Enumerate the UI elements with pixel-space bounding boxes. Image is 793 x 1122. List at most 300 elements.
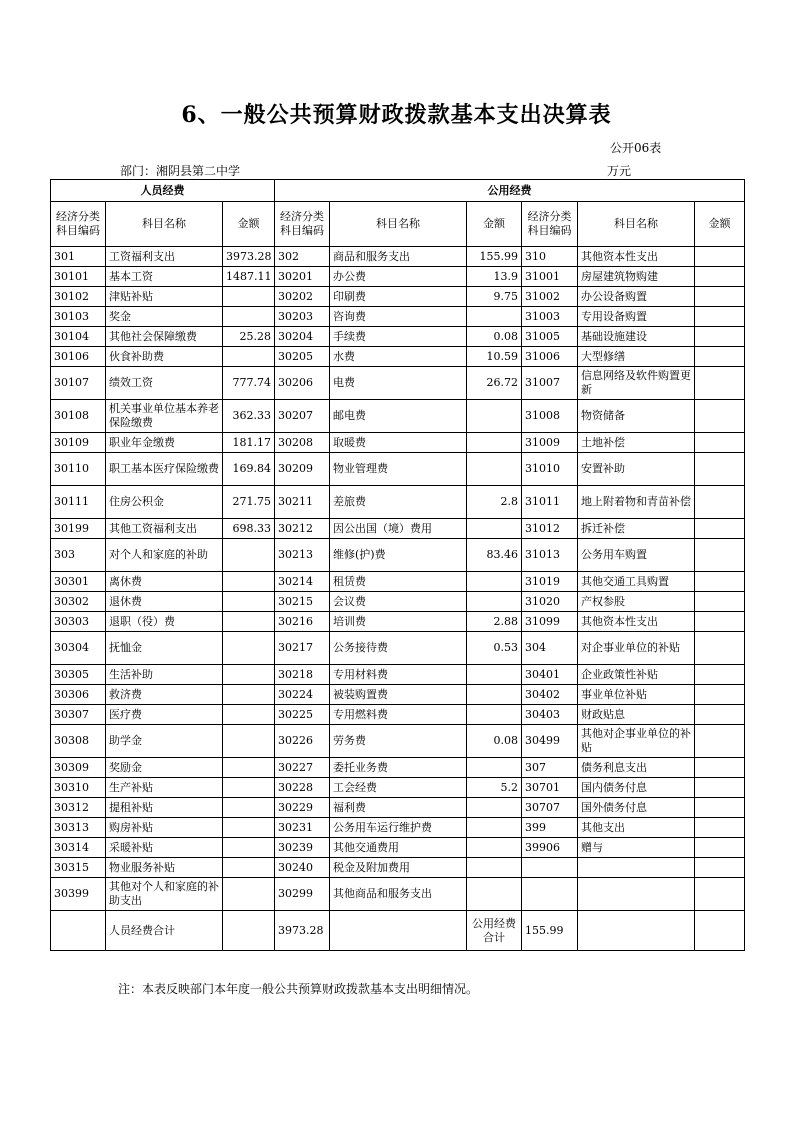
table-row xyxy=(51,632,745,665)
cell-name: 职业年金缴费 xyxy=(106,433,223,453)
col-code-header: 经济分类科目编码 xyxy=(51,202,106,247)
cell-name: 工资福利支出 xyxy=(106,247,223,267)
cell-name: 咨询费 xyxy=(330,307,467,327)
cell-name: 事业单位补贴 xyxy=(578,685,695,705)
cell-name: 公务用车运行维护费 xyxy=(330,818,467,838)
cell-amount xyxy=(467,858,522,878)
cell-amount xyxy=(695,287,745,307)
cell-code: 30231 xyxy=(275,818,330,838)
cell-amount: 0.08 xyxy=(467,327,522,347)
cell-empty xyxy=(578,911,695,951)
cell-name: 被装购置费 xyxy=(330,685,467,705)
cell-name: 专用燃料费 xyxy=(330,705,467,725)
cell-code: 30203 xyxy=(275,307,330,327)
cell-amount: 1487.11 xyxy=(223,267,275,287)
cell-amount xyxy=(467,758,522,778)
cell-name: 其他商品和服务支出 xyxy=(330,878,467,911)
cell-amount xyxy=(467,400,522,433)
table-row xyxy=(51,307,745,327)
table-row xyxy=(51,400,745,433)
personnel-total-label: 人员经费合计 xyxy=(106,911,223,951)
cell-amount xyxy=(467,818,522,838)
cell-code: 30309 xyxy=(51,758,106,778)
cell-amount xyxy=(467,453,522,486)
cell-code: 304 xyxy=(522,632,578,665)
table-row xyxy=(51,612,745,632)
cell-name: 公务用车购置 xyxy=(578,539,695,572)
cell-amount xyxy=(695,758,745,778)
cell-name: 公务接待费 xyxy=(330,632,467,665)
table-row xyxy=(51,685,745,705)
table-row xyxy=(51,878,745,911)
cell-name xyxy=(578,878,695,911)
cell-code: 31009 xyxy=(522,433,578,453)
cell-code: 30403 xyxy=(522,705,578,725)
personnel-total-value: 3973.28 xyxy=(275,911,330,951)
cell-code: 30226 xyxy=(275,725,330,758)
cell-amount xyxy=(695,519,745,539)
cell-code: 30302 xyxy=(51,592,106,612)
cell-code: 30224 xyxy=(275,685,330,705)
cell-name: 奖金 xyxy=(106,307,223,327)
cell-name: 绩效工资 xyxy=(106,367,223,400)
cell-code: 30499 xyxy=(522,725,578,758)
cell-code: 30401 xyxy=(522,665,578,685)
cell-amount: 83.46 xyxy=(467,539,522,572)
cell-name: 购房补贴 xyxy=(106,818,223,838)
cell-name: 基础设施建设 xyxy=(578,327,695,347)
cell-amount xyxy=(223,798,275,818)
table-row xyxy=(51,758,745,778)
cell-name: 差旅费 xyxy=(330,486,467,519)
cell-empty xyxy=(695,911,745,951)
cell-code: 30310 xyxy=(51,778,106,798)
cell-name: 产权参股 xyxy=(578,592,695,612)
cell-amount: 5.2 xyxy=(467,778,522,798)
cell-amount: 13.9 xyxy=(467,267,522,287)
cell-code: 30240 xyxy=(275,858,330,878)
cell-name: 地上附着物和青苗补偿 xyxy=(578,486,695,519)
table-row xyxy=(51,778,745,798)
public-total-value: 155.99 xyxy=(522,911,578,951)
page-title: 6、一般公共预算财政拨款基本支出决算表 xyxy=(181,102,612,128)
cell-code: 303 xyxy=(51,539,106,572)
cell-name: 水费 xyxy=(330,347,467,367)
cell-code: 30214 xyxy=(275,572,330,592)
cell-name: 物业服务补贴 xyxy=(106,858,223,878)
cell-code: 30399 xyxy=(51,878,106,911)
totals-row xyxy=(51,911,745,951)
cell-name: 专用设备购置 xyxy=(578,307,695,327)
col-name-header: 科目名称 xyxy=(578,202,695,247)
cell-amount xyxy=(223,758,275,778)
cell-name: 国内债务付息 xyxy=(578,778,695,798)
cell-amount xyxy=(223,665,275,685)
cell-code: 31002 xyxy=(522,287,578,307)
public-total-label: 公用经费合计 xyxy=(467,911,522,951)
cell-name: 办公费 xyxy=(330,267,467,287)
cell-amount xyxy=(695,725,745,758)
cell-name: 安置补助 xyxy=(578,453,695,486)
col-amount-header: 金额 xyxy=(223,202,275,247)
cell-name: 邮电费 xyxy=(330,400,467,433)
cell-code: 30301 xyxy=(51,572,106,592)
table-row xyxy=(51,798,745,818)
cell-name: 其他对企事业单位的补贴 xyxy=(578,725,695,758)
cell-name: 物业管理费 xyxy=(330,453,467,486)
cell-name: 住房公积金 xyxy=(106,486,223,519)
cell-name: 劳务费 xyxy=(330,725,467,758)
cell-name: 基本工资 xyxy=(106,267,223,287)
table-row xyxy=(51,247,745,267)
cell-amount xyxy=(695,400,745,433)
cell-name: 手续费 xyxy=(330,327,467,347)
cell-name: 其他社会保障缴费 xyxy=(106,327,223,347)
cell-name: 其他交通费用 xyxy=(330,838,467,858)
cell-code: 30229 xyxy=(275,798,330,818)
cell-name: 其他支出 xyxy=(578,818,695,838)
cell-code: 30218 xyxy=(275,665,330,685)
cell-amount: 698.33 xyxy=(223,519,275,539)
cell-code: 30109 xyxy=(51,433,106,453)
cell-code: 30307 xyxy=(51,705,106,725)
cell-amount: 777.74 xyxy=(223,367,275,400)
cell-name: 赠与 xyxy=(578,838,695,858)
cell-code: 31012 xyxy=(522,519,578,539)
cell-code: 30207 xyxy=(275,400,330,433)
cell-code: 30216 xyxy=(275,612,330,632)
cell-amount xyxy=(467,572,522,592)
cell-name: 租赁费 xyxy=(330,572,467,592)
cell-code: 30217 xyxy=(275,632,330,665)
cell-code: 307 xyxy=(522,758,578,778)
cell-name: 电费 xyxy=(330,367,467,400)
cell-code: 30104 xyxy=(51,327,106,347)
cell-code: 30111 xyxy=(51,486,106,519)
cell-code: 39906 xyxy=(522,838,578,858)
cell-name: 委托业务费 xyxy=(330,758,467,778)
cell-empty xyxy=(330,911,467,951)
cell-name: 取暖费 xyxy=(330,433,467,453)
cell-amount xyxy=(223,572,275,592)
cell-code: 30707 xyxy=(522,798,578,818)
cell-amount xyxy=(467,592,522,612)
cell-code: 30107 xyxy=(51,367,106,400)
cell-amount xyxy=(223,287,275,307)
cell-amount: 181.17 xyxy=(223,433,275,453)
cell-name: 对个人和家庭的补助 xyxy=(106,539,223,572)
cell-code: 30314 xyxy=(51,838,106,858)
cell-code: 30103 xyxy=(51,307,106,327)
cell-code: 30239 xyxy=(275,838,330,858)
table-row xyxy=(51,725,745,758)
cell-name: 福利费 xyxy=(330,798,467,818)
cell-amount xyxy=(695,592,745,612)
cell-name: 奖励金 xyxy=(106,758,223,778)
cell-code: 30228 xyxy=(275,778,330,798)
cell-code: 31010 xyxy=(522,453,578,486)
cell-amount xyxy=(695,798,745,818)
table-row xyxy=(51,519,745,539)
cell-amount xyxy=(223,778,275,798)
cell-amount xyxy=(695,453,745,486)
cell-code: 30106 xyxy=(51,347,106,367)
cell-amount xyxy=(223,705,275,725)
cell-amount xyxy=(695,307,745,327)
table-row xyxy=(51,665,745,685)
cell-code xyxy=(522,858,578,878)
cell-name: 机关事业单位基本养老保险缴费 xyxy=(106,400,223,433)
cell-amount: 0.08 xyxy=(467,725,522,758)
cell-name: 财政贴息 xyxy=(578,705,695,725)
cell-code xyxy=(522,878,578,911)
cell-code: 31001 xyxy=(522,267,578,287)
cell-amount xyxy=(467,685,522,705)
table-row xyxy=(51,858,745,878)
cell-amount: 26.72 xyxy=(467,367,522,400)
cell-name: 印刷费 xyxy=(330,287,467,307)
cell-code: 30299 xyxy=(275,878,330,911)
cell-amount xyxy=(223,347,275,367)
col-name-header: 科目名称 xyxy=(330,202,467,247)
cell-name: 房屋建筑物购建 xyxy=(578,267,695,287)
cell-amount xyxy=(695,778,745,798)
cell-code: 31007 xyxy=(522,367,578,400)
cell-code: 30215 xyxy=(275,592,330,612)
cell-amount xyxy=(467,705,522,725)
cell-amount xyxy=(695,572,745,592)
cell-name: 债务利息支出 xyxy=(578,758,695,778)
cell-code: 30315 xyxy=(51,858,106,878)
cell-amount xyxy=(695,685,745,705)
cell-name: 其他交通工具购置 xyxy=(578,572,695,592)
cell-name: 生活补助 xyxy=(106,665,223,685)
cell-amount xyxy=(467,665,522,685)
table-row xyxy=(51,592,745,612)
cell-amount xyxy=(467,307,522,327)
cell-amount xyxy=(223,685,275,705)
table-row xyxy=(51,367,745,400)
cell-code: 30402 xyxy=(522,685,578,705)
expenditure-table xyxy=(50,179,745,951)
cell-code: 30303 xyxy=(51,612,106,632)
cell-amount xyxy=(223,858,275,878)
cell-name: 工会经费 xyxy=(330,778,467,798)
cell-code: 30212 xyxy=(275,519,330,539)
table-row xyxy=(51,327,745,347)
col-amount-header: 金额 xyxy=(695,202,745,247)
cell-amount xyxy=(695,878,745,911)
cell-amount: 0.53 xyxy=(467,632,522,665)
cell-code: 31005 xyxy=(522,327,578,347)
cell-amount xyxy=(223,612,275,632)
cell-name: 助学金 xyxy=(106,725,223,758)
cell-amount xyxy=(223,878,275,911)
cell-amount xyxy=(695,267,745,287)
cell-code: 301 xyxy=(51,247,106,267)
cell-code: 31011 xyxy=(522,486,578,519)
cell-code: 31006 xyxy=(522,347,578,367)
cell-code: 31003 xyxy=(522,307,578,327)
cell-name: 其他工资福利支出 xyxy=(106,519,223,539)
cell-code: 30305 xyxy=(51,665,106,685)
col-amount-header: 金额 xyxy=(467,202,522,247)
cell-code: 30205 xyxy=(275,347,330,367)
cell-name: 专用材料费 xyxy=(330,665,467,685)
cell-name: 办公设备购置 xyxy=(578,287,695,307)
cell-code: 31020 xyxy=(522,592,578,612)
cell-name: 大型修缮 xyxy=(578,347,695,367)
cell-amount xyxy=(467,519,522,539)
cell-amount xyxy=(695,486,745,519)
cell-amount xyxy=(695,327,745,347)
cell-name: 会议费 xyxy=(330,592,467,612)
department-label: 部门：湘阴县第二中学 xyxy=(120,164,241,178)
cell-amount xyxy=(223,838,275,858)
cell-amount: 2.88 xyxy=(467,612,522,632)
cell-code: 31013 xyxy=(522,539,578,572)
cell-amount: 271.75 xyxy=(223,486,275,519)
cell-code: 399 xyxy=(522,818,578,838)
cell-code: 30108 xyxy=(51,400,106,433)
cell-amount xyxy=(695,818,745,838)
cell-code: 30110 xyxy=(51,453,106,486)
cell-name: 土地补偿 xyxy=(578,433,695,453)
cell-amount xyxy=(695,367,745,400)
cell-name: 税金及附加费用 xyxy=(330,858,467,878)
cell-name: 津贴补贴 xyxy=(106,287,223,307)
table-row xyxy=(51,433,745,453)
table-row xyxy=(51,267,745,287)
col-code-header: 经济分类科目编码 xyxy=(275,202,330,247)
cell-code: 30201 xyxy=(275,267,330,287)
table-row xyxy=(51,287,745,307)
table-row xyxy=(51,838,745,858)
cell-code: 30306 xyxy=(51,685,106,705)
col-code-header: 经济分类科目编码 xyxy=(522,202,578,247)
cell-code: 302 xyxy=(275,247,330,267)
cell-name: 信息网络及软件购置更新 xyxy=(578,367,695,400)
table-row xyxy=(51,486,745,519)
cell-empty xyxy=(223,911,275,951)
cell-amount: 10.59 xyxy=(467,347,522,367)
cell-amount xyxy=(223,725,275,758)
cell-code: 30202 xyxy=(275,287,330,307)
cell-amount: 169.84 xyxy=(223,453,275,486)
cell-amount xyxy=(695,612,745,632)
cell-name: 其他资本性支出 xyxy=(578,247,695,267)
cell-code: 30101 xyxy=(51,267,106,287)
cell-name: 其他对个人和家庭的补助支出 xyxy=(106,878,223,911)
table-row xyxy=(51,705,745,725)
cell-name: 采暖补贴 xyxy=(106,838,223,858)
cell-name: 医疗费 xyxy=(106,705,223,725)
cell-name: 提租补贴 xyxy=(106,798,223,818)
cell-name: 商品和服务支出 xyxy=(330,247,467,267)
cell-name: 伙食补助费 xyxy=(106,347,223,367)
cell-empty xyxy=(51,911,106,951)
cell-amount xyxy=(695,539,745,572)
cell-code: 30304 xyxy=(51,632,106,665)
cell-amount xyxy=(467,838,522,858)
cell-code: 30208 xyxy=(275,433,330,453)
cell-name: 退休费 xyxy=(106,592,223,612)
cell-code: 30211 xyxy=(275,486,330,519)
cell-amount: 3973.28 xyxy=(223,247,275,267)
cell-amount xyxy=(695,665,745,685)
cell-name: 拆迁补偿 xyxy=(578,519,695,539)
cell-amount xyxy=(223,539,275,572)
cell-name: 因公出国（境）费用 xyxy=(330,519,467,539)
cell-amount xyxy=(695,347,745,367)
cell-code: 30199 xyxy=(51,519,106,539)
cell-amount xyxy=(695,632,745,665)
cell-code: 31019 xyxy=(522,572,578,592)
cell-amount xyxy=(695,705,745,725)
unit-label: 万元 xyxy=(607,164,632,178)
cell-name: 维修(护)费 xyxy=(330,539,467,572)
cell-code: 30312 xyxy=(51,798,106,818)
table-row xyxy=(51,572,745,592)
cell-name: 培训费 xyxy=(330,612,467,632)
table-row xyxy=(51,453,745,486)
cell-amount xyxy=(695,838,745,858)
cell-name: 生产补贴 xyxy=(106,778,223,798)
cell-amount: 362.33 xyxy=(223,400,275,433)
cell-amount xyxy=(223,632,275,665)
cell-name: 抚恤金 xyxy=(106,632,223,665)
cell-name: 企业政策性补贴 xyxy=(578,665,695,685)
table-row xyxy=(51,818,745,838)
column-header-row xyxy=(51,202,745,247)
cell-name: 物资储备 xyxy=(578,400,695,433)
cell-amount: 25.28 xyxy=(223,327,275,347)
cell-name: 其他资本性支出 xyxy=(578,612,695,632)
footnote: 注：本表反映部门本年度一般公共预算财政拨款基本支出明细情况。 xyxy=(118,982,479,996)
cell-amount xyxy=(695,247,745,267)
cell-code: 30701 xyxy=(522,778,578,798)
cell-name: 对企事业单位的补贴 xyxy=(578,632,695,665)
cell-amount xyxy=(223,592,275,612)
cell-amount xyxy=(467,433,522,453)
cell-code: 30225 xyxy=(275,705,330,725)
table-row xyxy=(51,539,745,572)
cell-amount xyxy=(223,307,275,327)
cell-name: 救济费 xyxy=(106,685,223,705)
cell-name: 退职（役）费 xyxy=(106,612,223,632)
cell-code: 31099 xyxy=(522,612,578,632)
cell-amount: 9.75 xyxy=(467,287,522,307)
group-header-row xyxy=(51,180,745,202)
cell-amount xyxy=(223,818,275,838)
cell-amount xyxy=(695,433,745,453)
cell-code: 30308 xyxy=(51,725,106,758)
cell-name xyxy=(578,858,695,878)
cell-code: 30204 xyxy=(275,327,330,347)
form-number: 公开06表 xyxy=(610,141,662,155)
cell-amount xyxy=(467,798,522,818)
group-public: 公用经费 xyxy=(275,180,745,202)
cell-amount xyxy=(467,878,522,911)
cell-amount xyxy=(695,858,745,878)
col-name-header: 科目名称 xyxy=(106,202,223,247)
cell-code: 31008 xyxy=(522,400,578,433)
cell-code: 310 xyxy=(522,247,578,267)
cell-name: 职工基本医疗保险缴费 xyxy=(106,453,223,486)
cell-code: 30102 xyxy=(51,287,106,307)
cell-code: 30313 xyxy=(51,818,106,838)
cell-name: 离休费 xyxy=(106,572,223,592)
